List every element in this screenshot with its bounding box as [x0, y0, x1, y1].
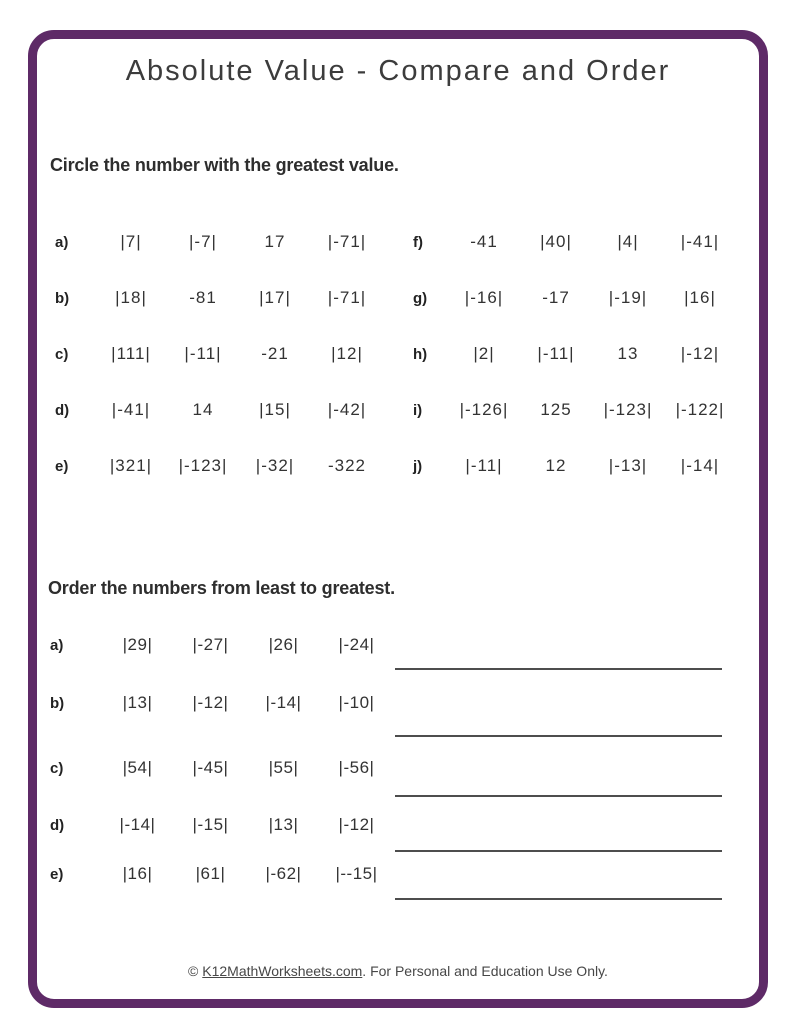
order-row [45, 633, 405, 657]
value-cell: 125 [540, 400, 572, 419]
value-cell: |-12| [338, 815, 375, 834]
answer-line [395, 850, 722, 852]
value-cell: |-123| [603, 400, 653, 419]
row-label: d) [50, 816, 65, 834]
value-cell: |16| [122, 864, 153, 883]
value-cell: |-14| [265, 693, 302, 712]
row-label: a) [55, 233, 69, 251]
answer-line [395, 735, 722, 737]
value-cell: |15| [259, 400, 291, 419]
value-cell: |-41| [680, 232, 720, 251]
row-label: b) [55, 289, 70, 307]
footer-suffix: . For Personal and Education Use Only. [362, 963, 608, 979]
answer-line [395, 795, 722, 797]
value-cell: |16| [684, 288, 716, 307]
value-cell: |12| [331, 344, 363, 363]
greatest-value-grid [50, 214, 736, 494]
value-cell: -41 [470, 232, 498, 251]
value-cell: |-11| [184, 344, 222, 363]
value-cell: |40| [540, 232, 572, 251]
value-cell: |-42| [327, 400, 367, 419]
value-cell: |-19| [608, 288, 648, 307]
value-cell: |-41| [111, 400, 151, 419]
value-cell: |-45| [192, 758, 229, 777]
value-cell: |-24| [338, 635, 375, 654]
footer [37, 963, 759, 979]
value-cell: |321| [109, 456, 153, 475]
value-cell: |-10| [338, 693, 375, 712]
value-cell: 13 [617, 344, 639, 363]
row-label: d) [55, 401, 70, 419]
value-cell: -21 [261, 344, 289, 363]
value-cell: 17 [264, 232, 286, 251]
value-cell: |-12| [192, 693, 229, 712]
row-label: i) [413, 401, 423, 419]
value-cell: |-14| [119, 815, 156, 834]
value-cell: |-16| [464, 288, 504, 307]
value-cell: -17 [542, 288, 570, 307]
order-row [45, 756, 405, 780]
footer-copyright: © [188, 963, 203, 979]
value-cell: |-32| [255, 456, 295, 475]
value-cell: 14 [192, 400, 214, 419]
value-cell: |17| [259, 288, 291, 307]
value-cell: |111| [111, 344, 151, 363]
order-row [45, 813, 405, 837]
value-cell: |-15| [192, 815, 229, 834]
value-cell: |18| [115, 288, 147, 307]
row-label: j) [413, 457, 423, 475]
value-cell: |-123| [178, 456, 228, 475]
row-label: e) [50, 865, 64, 883]
value-cell: |26| [268, 635, 299, 654]
value-cell: |-14| [680, 456, 720, 475]
value-cell: |55| [268, 758, 299, 777]
value-cell: -81 [189, 288, 217, 307]
row-label: g) [413, 289, 428, 307]
value-cell: |--15| [335, 864, 378, 883]
section2-heading: Order the numbers from least to greatest. [48, 578, 395, 598]
value-cell: |13| [268, 815, 299, 834]
value-cell: |7| [120, 232, 142, 251]
row-label: c) [55, 345, 69, 363]
row-label: h) [413, 345, 428, 363]
row-label: f) [413, 233, 423, 251]
row-label: e) [55, 457, 69, 475]
value-cell: |54| [122, 758, 153, 777]
row-label: b) [50, 694, 65, 712]
value-cell: |-12| [680, 344, 720, 363]
value-cell: |-56| [338, 758, 375, 777]
answer-line [395, 668, 722, 670]
answer-line [395, 898, 722, 900]
value-cell: |4| [617, 232, 639, 251]
value-cell: |2| [473, 344, 495, 363]
value-cell: |-11| [465, 456, 503, 475]
value-cell: |-71| [327, 232, 367, 251]
row-label: c) [50, 759, 64, 777]
value-cell: |-11| [537, 344, 575, 363]
worksheet-card [28, 30, 768, 1008]
value-cell: |-62| [265, 864, 302, 883]
order-row [45, 862, 405, 886]
page-title: Absolute Value - Compare and Order [125, 55, 671, 87]
row-label: a) [50, 636, 64, 654]
value-cell: |-27| [192, 635, 229, 654]
value-cell: |-126| [459, 400, 509, 419]
value-cell: |13| [122, 693, 153, 712]
order-row [45, 691, 405, 715]
value-cell: |-13| [608, 456, 648, 475]
footer-link[interactable]: K12MathWorksheets.com [202, 963, 363, 979]
value-cell: |61| [195, 864, 226, 883]
value-cell: |-122| [675, 400, 725, 419]
value-cell: 12 [545, 456, 567, 475]
value-cell: -322 [327, 456, 367, 475]
value-cell: |-7| [189, 232, 217, 251]
section1-heading: Circle the number with the greatest value. [50, 155, 399, 175]
value-cell: |29| [122, 635, 153, 654]
value-cell: |-71| [327, 288, 367, 307]
